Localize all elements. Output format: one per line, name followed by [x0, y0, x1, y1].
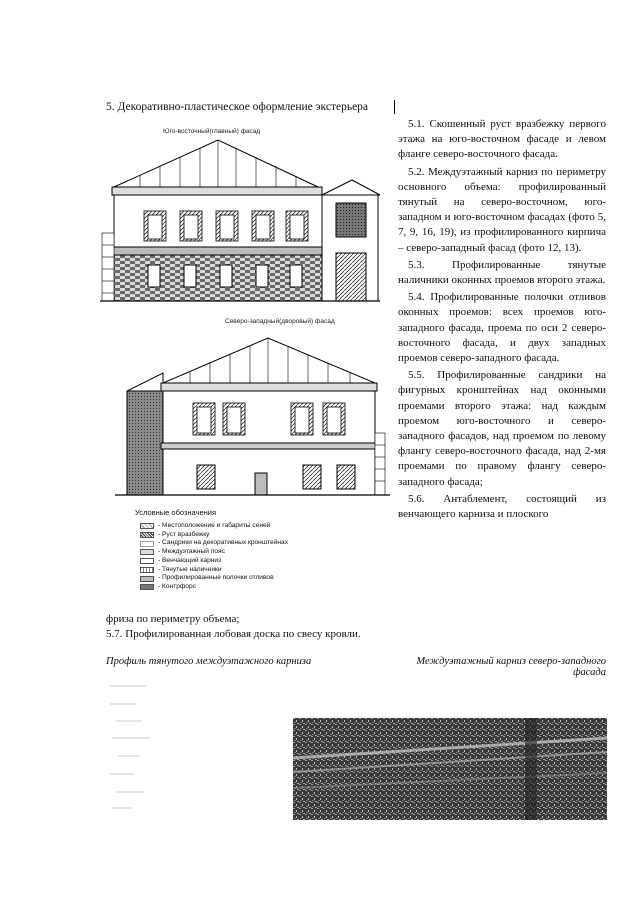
facade1-caption: Юго-восточный(главный) фасад: [163, 128, 261, 135]
caption-right-line2: фасада: [573, 667, 606, 678]
swatch-icon: [140, 541, 154, 547]
legend-item: [140, 557, 288, 566]
section-heading: 5. Декоративно-пластическое оформление экстерьера: [106, 101, 369, 113]
swatch-icon: [140, 576, 154, 582]
paragraph-5-2: 5.2. Междуэтажный карниз по периметру основного объема: профилированный тянутый на северо-восточном, юго-западном и юго-восточном фасадах (фото 5, 7, 9, 16, 19), из профилированного кирпича – северо-западный фасад (фото 12, 13).: [398, 165, 606, 254]
legend-label: - Контрфорс: [158, 582, 196, 590]
legend-item: [140, 539, 288, 548]
swatch-icon: [140, 567, 154, 573]
swatch-icon: [140, 549, 154, 555]
legend: [140, 522, 288, 592]
column-divider: [394, 100, 395, 114]
southeast-facade-drawing: [100, 135, 380, 310]
legend-label: - Руст вразбежку: [158, 530, 210, 538]
facade2-caption: Северо-западный(дворовый) фасад: [225, 318, 335, 325]
swatch-icon: [140, 584, 154, 590]
legend-item: [140, 548, 288, 557]
paragraph-5-7: 5.7. Профилированная лобовая доска по свесу кровли.: [106, 628, 361, 640]
paragraph-5-5: 5.5. Профилированные сандрики на фигурных кронштейнах над оконными проемами второго этажа: над каждым проемом юго-восточного и северо-западного фасадов, над проемом по левому флангу северо-восточного фасада, над 2-мя проемами по правому флангу северо-западного фасада;: [398, 369, 606, 488]
legend-label: - Профилированные полочки отливов: [158, 574, 274, 582]
legend-item: [140, 583, 288, 592]
paragraph-5-3: 5.3. Профилированные тянутые наличники оконных проемов второго этажа.: [398, 258, 606, 287]
legend-label: - Междуэтажный пояс: [158, 548, 225, 556]
legend-title: Условные обозначения: [135, 508, 217, 517]
legend-item: [140, 566, 288, 575]
caption-right-line1: Междуэтажный карниз северо-западного: [416, 656, 606, 667]
legend-label: - Тянутые наличники: [158, 565, 222, 573]
paragraph-5-6-continued: фриза по периметру объема;: [106, 613, 240, 625]
cornice-photo: [293, 718, 607, 820]
caption-right: [380, 656, 606, 678]
paragraph-5-4: 5.4. Профилированные полочки отливов оконных проемов: всех проемов юго-западного фасада, проема по оси 2 северо-восточного фасада, и двух западных проемов северо-западного фасада.: [398, 291, 606, 365]
northwest-facade-drawing: [105, 333, 390, 503]
swatch-icon: [140, 532, 154, 538]
legend-item: [140, 574, 288, 583]
swatch-icon: [140, 558, 154, 564]
paragraph-5-6: 5.6. Антаблемент, состоящий из венчающего карниза и плоского: [398, 492, 606, 521]
paragraph-5-1: 5.1. Скошенный руст вразбежку первого этажа на юго-восточном фасаде и левом фланге северо-восточного фасада.: [398, 118, 606, 161]
cornice-profile-figure: [106, 676, 186, 816]
text-column: [398, 117, 606, 524]
swatch-icon: [140, 523, 154, 529]
caption-left: Профиль тянутого междуэтажного карниза: [106, 656, 312, 667]
legend-item: [140, 522, 288, 531]
legend-label: - Венчающий карниз: [158, 556, 222, 564]
legend-label: - Местоположение и габариты сеней: [158, 522, 271, 529]
legend-label: - Сандрики на декоративных кронштейнах: [158, 539, 289, 547]
